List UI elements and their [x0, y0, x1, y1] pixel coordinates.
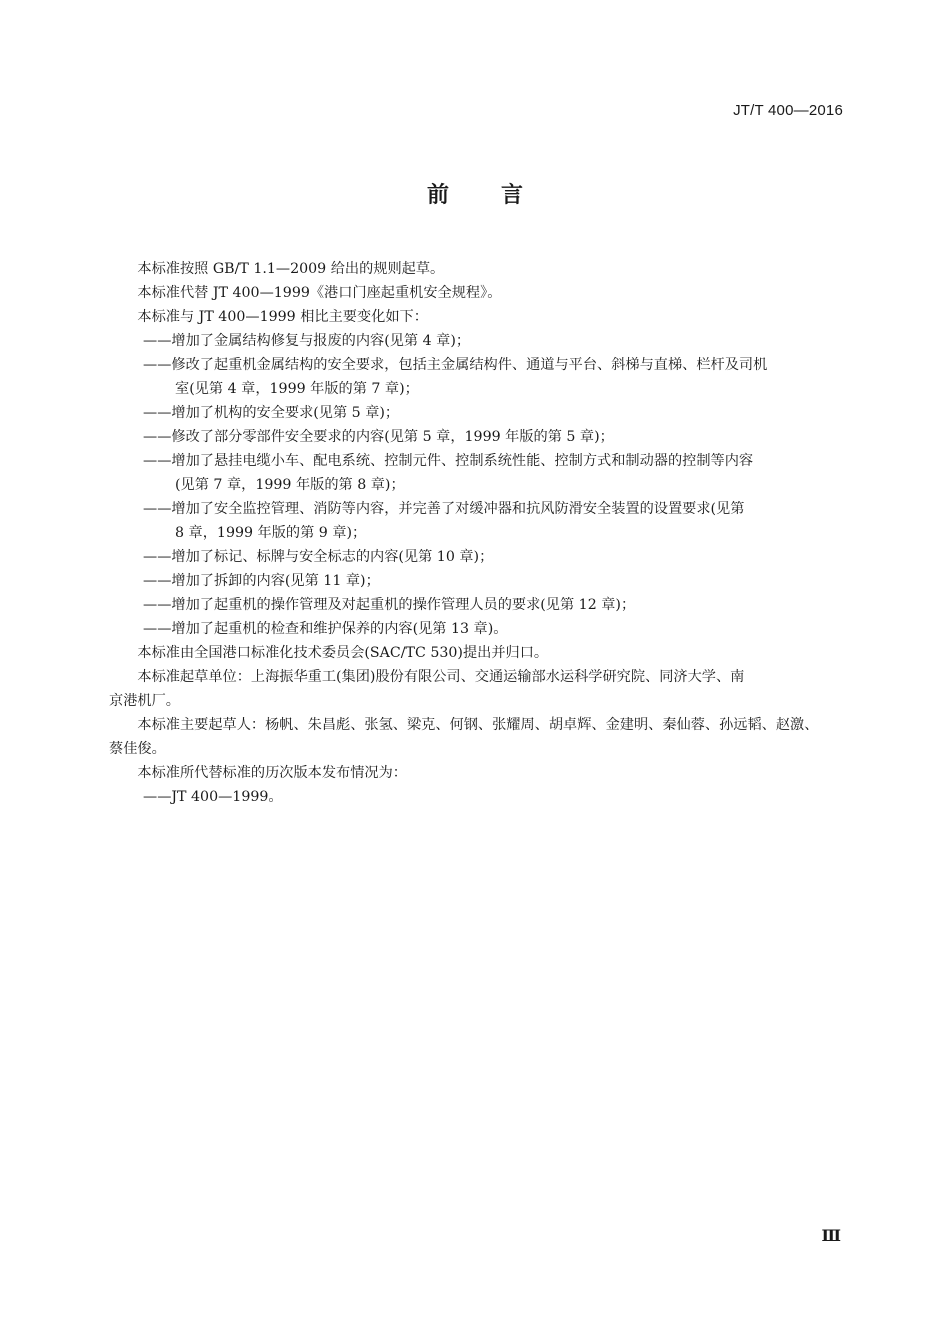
list-item-line: ——增加了标记、标牌与安全标志的内容(见第 10 章)； [143, 549, 494, 565]
paragraph-changes-intro: 本标准与 JT 400—1999 相比主要变化如下： [137, 309, 428, 325]
paragraph-line: 蔡佳俊。 [109, 741, 166, 757]
page-title: 前言 [426, 183, 575, 208]
list-item-line: ——增加了机构的安全要求(见第 5 章)； [143, 405, 400, 421]
list-item-line: ——增加了拆卸的内容(见第 11 章)； [143, 573, 380, 589]
page-number: Ⅲ [821, 1226, 841, 1245]
list-item-line: ——增加了悬挂电缆小车、配电系统、控制元件、控制系统性能、控制方式和制动器的控制等内容 [143, 453, 754, 469]
list-item [109, 497, 843, 545]
paragraph-line: 本标准主要起草人：杨帆、朱昌彪、张氢、梁克、何钢、张耀周、胡卓辉、金建明、秦仙蓉、孙远韬、赵激、 [137, 717, 819, 733]
list-item-line: ——修改了起重机金属结构的安全要求，包括主金属结构件、通道与平台、斜梯与直梯、栏杆及司机 [143, 357, 768, 373]
list-item [109, 545, 843, 569]
paragraph-line: 京港机厂。 [109, 693, 180, 709]
list-item [109, 353, 843, 401]
list-item [109, 401, 843, 425]
list-item-line: 8 章，1999 年版的第 9 章)； [175, 525, 367, 541]
paragraph-drafters [109, 713, 843, 761]
standard-code-header: JT/T 400—2016 [733, 102, 843, 119]
history-list [109, 785, 843, 809]
paragraph-line: 本标准起草单位：上海振华重工(集团)股份有限公司、交通运输部水运科学研究院、同济大学、南 [137, 669, 745, 685]
changes-list [109, 329, 843, 641]
list-item [109, 617, 843, 641]
list-item [109, 785, 843, 809]
paragraph-replaces: 本标准代替 JT 400—1999《港口门座起重机安全规程》。 [137, 285, 502, 301]
paragraph-drafting-units [109, 665, 843, 713]
list-item-line: ——增加了起重机的操作管理及对起重机的操作管理人员的要求(见第 12 章)； [143, 597, 636, 613]
list-item [109, 593, 843, 617]
list-item-line: ——增加了起重机的检查和维护保养的内容(见第 13 章)。 [143, 621, 508, 637]
list-item-line: ——修改了部分零部件安全要求的内容(见第 5 章，1999 年版的第 5 章)； [143, 429, 614, 445]
list-item-line: ——JT 400—1999。 [143, 789, 283, 805]
list-item-line: (见第 7 章，1999 年版的第 8 章)； [175, 477, 405, 493]
paragraph-history-intro: 本标准所代替标准的历次版本发布情况为： [137, 765, 407, 781]
list-item [109, 425, 843, 449]
paragraph-proposer: 本标准由全国港口标准化技术委员会(SAC/TC 530)提出并归口。 [137, 645, 549, 661]
list-item-line: ——增加了安全监控管理、消防等内容，并完善了对缓冲器和抗风防滑安全装置的设置要求(见第 [143, 501, 745, 517]
list-item [109, 569, 843, 593]
list-item-line: 室(见第 4 章，1999 年版的第 7 章)； [175, 381, 419, 397]
list-item [109, 329, 843, 353]
list-item-line: ——增加了金属结构修复与报废的内容(见第 4 章)； [143, 333, 471, 349]
list-item [109, 449, 843, 497]
paragraph-drafting-rule: 本标准按照 GB/T 1.1—2009 给出的规则起草。 [137, 261, 445, 277]
document-body [109, 257, 843, 809]
